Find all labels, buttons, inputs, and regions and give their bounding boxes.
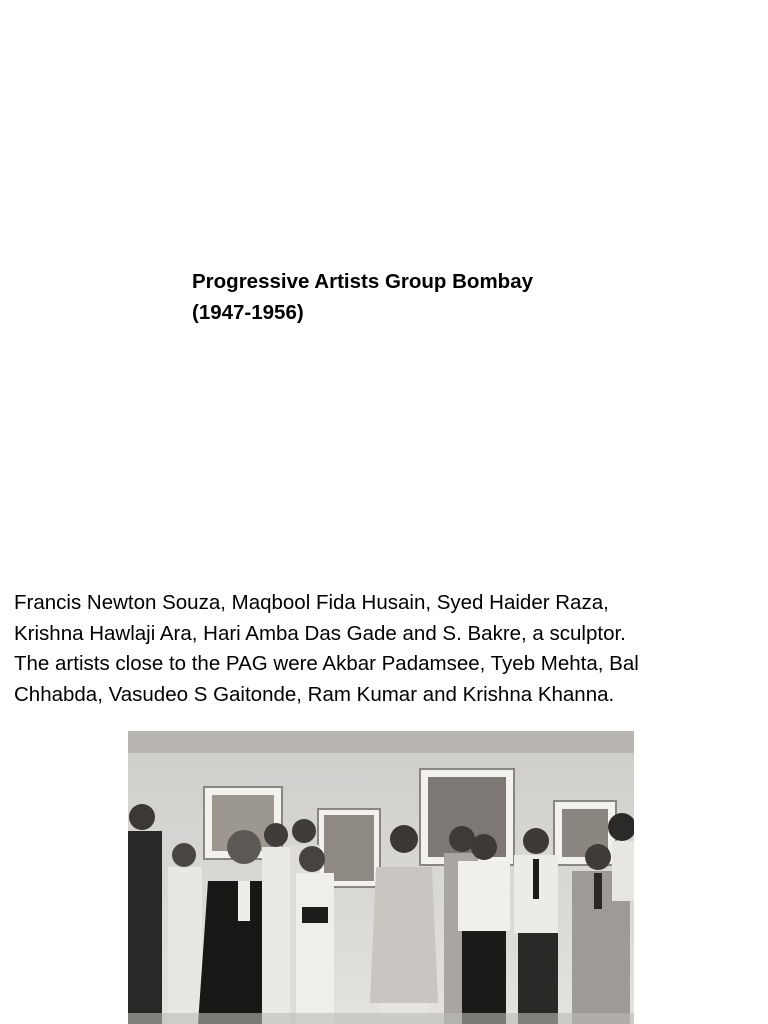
description-line-3: The artists close to the PAG were Akbar Padamsee, Tyeb Mehta, Bal: [14, 652, 639, 675]
group-photo-icon: [128, 731, 634, 1024]
slide-title: [192, 266, 632, 328]
slide-title-line-1: Progressive Artists Group Bombay: [192, 270, 534, 293]
artists-description: [14, 588, 762, 710]
group-photo: [128, 731, 634, 1024]
description-line-2: Krishna Hawlaji Ara, Hari Amba Das Gade and S. Bakre, a sculptor.: [14, 621, 626, 645]
description-line-1: Francis Newton Souza, Maqbool Fida Husain, Syed Haider Raza,: [14, 591, 609, 614]
description-line-4: Chhabda, Vasudeo S Gaitonde, Ram Kumar and Krishna Khanna.: [14, 682, 615, 706]
slide-title-line-2: (1947-1956): [192, 301, 304, 324]
